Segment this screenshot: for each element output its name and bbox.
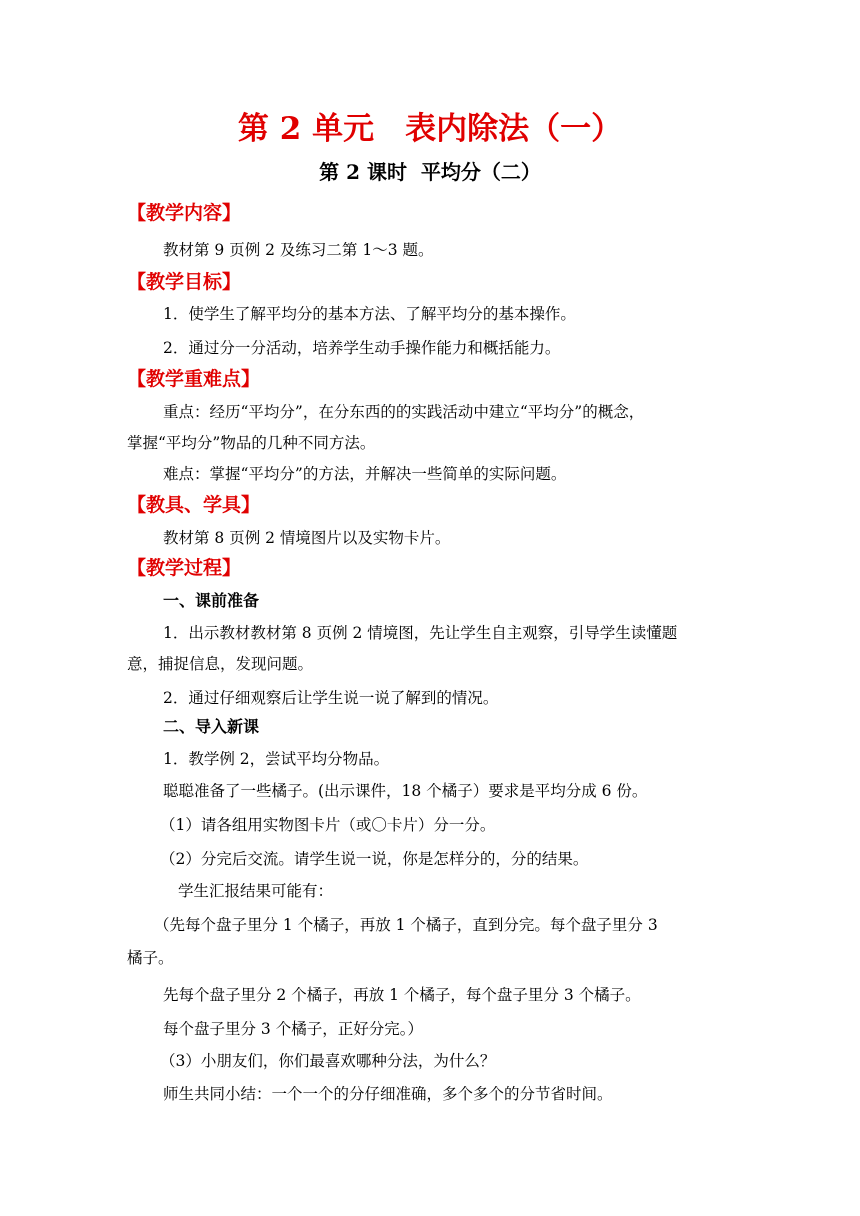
process-part2-heading: 二、导入新课: [163, 717, 260, 736]
section-heading-tools: 【教具、学具】: [127, 494, 261, 516]
process-line: 每个盘子里分 3 个橘子，正好分完。）: [163, 1020, 423, 1038]
process-part1-heading: 一、课前准备: [163, 591, 260, 610]
process-line: （先每个盘子里分 1 个橘子，再放 1 个橘子，直到分完。每个盘子里分 3: [154, 916, 658, 934]
process-line: 1．教学例 2，尝试平均分物品。: [163, 750, 390, 768]
process-line: 聪聪准备了一些橘子。(出示课件，18 个橘子）要求是平均分成 6 份。: [163, 782, 648, 800]
process-line: 先每个盘子里分 2 个橘子，再放 1 个橘子，每个盘子里分 3 个橘子。: [163, 986, 641, 1004]
goal-line: 2．通过分一分活动，培养学生动手操作能力和概括能力。: [163, 339, 561, 357]
key-point-line: 难点：掌握“平均分”的方法，并解决一些简单的实际问题。: [163, 465, 567, 483]
process-line: 意，捕捉信息，发现问题。: [127, 655, 314, 673]
process-line: 1．出示教材教材第 8 页例 2 情境图，先让学生自主观察，引导学生读懂题: [163, 624, 678, 642]
section-heading-goals: 【教学目标】: [127, 271, 242, 293]
process-line: 2．通过仔细观察后让学生说一说了解到的情况。: [163, 689, 499, 707]
section-heading-key-points: 【教学重难点】: [127, 368, 261, 390]
section-heading-content: 【教学内容】: [127, 202, 242, 224]
process-line: 师生共同小结：一个一个的分仔细准确，多个多个的分节省时间。: [163, 1085, 613, 1103]
process-line: （1）请各组用实物图卡片（或〇卡片）分一分。: [160, 816, 496, 834]
goal-line: 1．使学生了解平均分的基本方法、了解平均分的基本操作。: [163, 305, 576, 323]
section-heading-process: 【教学过程】: [127, 557, 242, 579]
lesson-subtitle: 第 2 课时 平均分（二）: [319, 160, 541, 184]
key-point-line: 掌握“平均分”物品的几种不同方法。: [127, 434, 376, 452]
process-line: （2）分完后交流。请学生说一说，你是怎样分的，分的结果。: [160, 850, 589, 868]
key-point-line: 重点：经历“平均分”，在分东西的的实践活动中建立“平均分”的概念，: [163, 403, 645, 421]
process-line: 学生汇报结果可能有：: [178, 882, 334, 900]
content-line: 教材第 9 页例 2 及练习二第 1～3 题。: [163, 241, 434, 259]
process-line: （3）小朋友们，你们最喜欢哪种分法，为什么？: [160, 1052, 496, 1070]
unit-title: 第 2 单元 表内除法（一）: [237, 111, 623, 147]
tools-line: 教材第 8 页例 2 情境图片以及实物卡片。: [163, 529, 451, 547]
process-line: 橘子。: [127, 949, 174, 967]
